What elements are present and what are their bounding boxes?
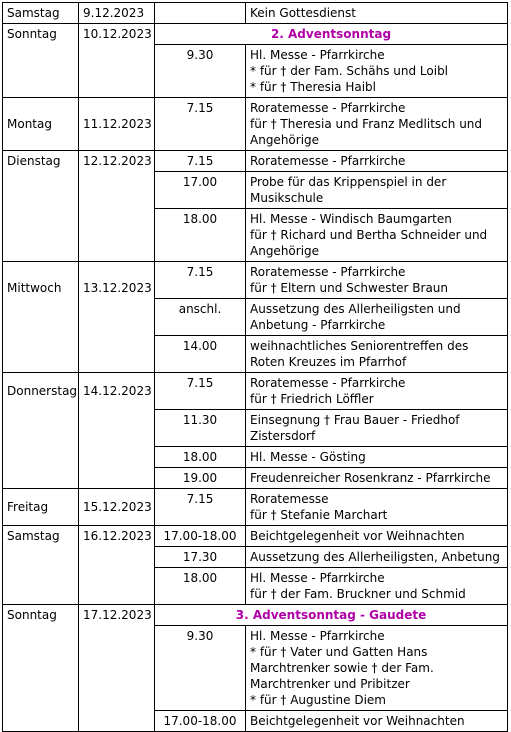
time-cell: 17.00-18.00: [155, 526, 246, 547]
day-cell: [3, 262, 79, 373]
day-cell: Samstag: [3, 3, 79, 24]
date-cell: 15.12.2023: [79, 489, 155, 526]
date-cell: 11.12.2023: [79, 98, 155, 151]
day-cell: Samstag: [3, 526, 79, 605]
table-row: [3, 526, 508, 547]
description-cell: weihnachtliches Seniorentreffen des Roten Kreuzes im Pfarrhof: [246, 336, 508, 373]
description-cell: Roratemesse - Pfarrkirche für † Theresia und Franz Medlitsch und Angehörige: [246, 98, 508, 151]
description-cell: Roratemesse - Pfarrkirche für † Eltern und Schwester Braun: [246, 262, 508, 299]
description-cell: Hl. Messe - Pfarrkirche für † der Fam. Bruckner und Schmid: [246, 568, 508, 605]
time-cell: 18.00: [155, 568, 246, 605]
description-cell: Hl. Messe - Gösting: [246, 447, 508, 468]
table-row: [3, 262, 508, 299]
time-cell: 7.15: [155, 262, 246, 299]
time-cell: 18.00: [155, 447, 246, 468]
date-cell: 10.12.2023: [79, 24, 155, 98]
holiday-title: 2. Adventsonntag: [155, 24, 508, 45]
description-cell: Beichtgelegenheit vor Weihnachten: [246, 526, 508, 547]
description-cell: Aussetzung des Allerheiligsten und Anbetung - Pfarrkirche: [246, 299, 508, 336]
description-cell: Hl. Messe - Pfarrkirche * für † der Fam. Schähs und Loibl * für † Theresia Haibl: [246, 45, 508, 98]
description-cell: Probe für das Krippenspiel in der Musikschule: [246, 172, 508, 209]
day-cell: Montag: [3, 98, 79, 151]
time-cell: 17.00: [155, 172, 246, 209]
holiday-title: 3. Adventsonntag - Gaudete: [155, 605, 508, 626]
table-row: [3, 3, 508, 24]
description-cell: Roratemesse für † Stefanie Marchart: [246, 489, 508, 526]
date-cell: [79, 262, 155, 373]
date-cell: [79, 373, 155, 489]
time-cell: 14.00: [155, 336, 246, 373]
schedule-table: [2, 2, 508, 732]
table-row: [3, 151, 508, 172]
time-cell: 7.15: [155, 373, 246, 410]
description-cell: Hl. Messe - Pfarrkirche * für † Vater und Gatten Hans Marchtrenker sowie † der Fam. Marchtrenker und Pribitzer * für † Augustine Diem: [246, 626, 508, 711]
date-cell: 12.12.2023: [79, 151, 155, 262]
time-cell: 7.15: [155, 151, 246, 172]
time-cell: 17.00-18.00: [155, 711, 246, 732]
day-cell: Freitag: [3, 489, 79, 526]
time-cell: 7.15: [155, 489, 246, 526]
date-cell: 17.12.2023: [79, 605, 155, 732]
description-cell: Freudenreicher Rosenkranz - Pfarrkirche: [246, 468, 508, 489]
description-cell: Kein Gottesdienst: [246, 3, 508, 24]
table-row: [3, 98, 508, 151]
day-cell: Sonntag: [3, 24, 79, 98]
table-row: [3, 373, 508, 410]
description-cell: Einsegnung † Frau Bauer - Friedhof Zistersdorf: [246, 410, 508, 447]
table-row: [3, 605, 508, 626]
time-cell: 19.00: [155, 468, 246, 489]
time-cell: 7.15: [155, 98, 246, 151]
day-cell: Sonntag: [3, 605, 79, 732]
table-row: [3, 24, 508, 45]
time-cell: 11.30: [155, 410, 246, 447]
time-cell: 17.30: [155, 547, 246, 568]
table-row: [3, 489, 508, 526]
description-cell: Hl. Messe - Windisch Baumgarten für † Richard und Bertha Schneider und Angehörige: [246, 209, 508, 262]
day-cell: Dienstag: [3, 151, 79, 262]
date-cell: 9.12.2023: [79, 3, 155, 24]
time-cell: 18.00: [155, 209, 246, 262]
description-cell: Aussetzung des Allerheiligsten, Anbetung: [246, 547, 508, 568]
description-cell: Roratemesse - Pfarrkirche für † Friedrich Löffler: [246, 373, 508, 410]
description-cell: Beichtgelegenheit vor Weihnachten: [246, 711, 508, 732]
time-cell: 9.30: [155, 626, 246, 711]
day-label: Mittwoch: [7, 281, 62, 295]
date-label: 13.12.2023: [83, 281, 152, 295]
day-label: Donnerstag: [7, 384, 78, 398]
date-label: 14.12.2023: [83, 384, 152, 398]
day-cell: [3, 373, 79, 489]
time-cell: 9.30: [155, 45, 246, 98]
time-cell: anschl.: [155, 299, 246, 336]
date-cell: 16.12.2023: [79, 526, 155, 605]
time-cell: [155, 3, 246, 24]
description-cell: Roratemesse - Pfarrkirche: [246, 151, 508, 172]
